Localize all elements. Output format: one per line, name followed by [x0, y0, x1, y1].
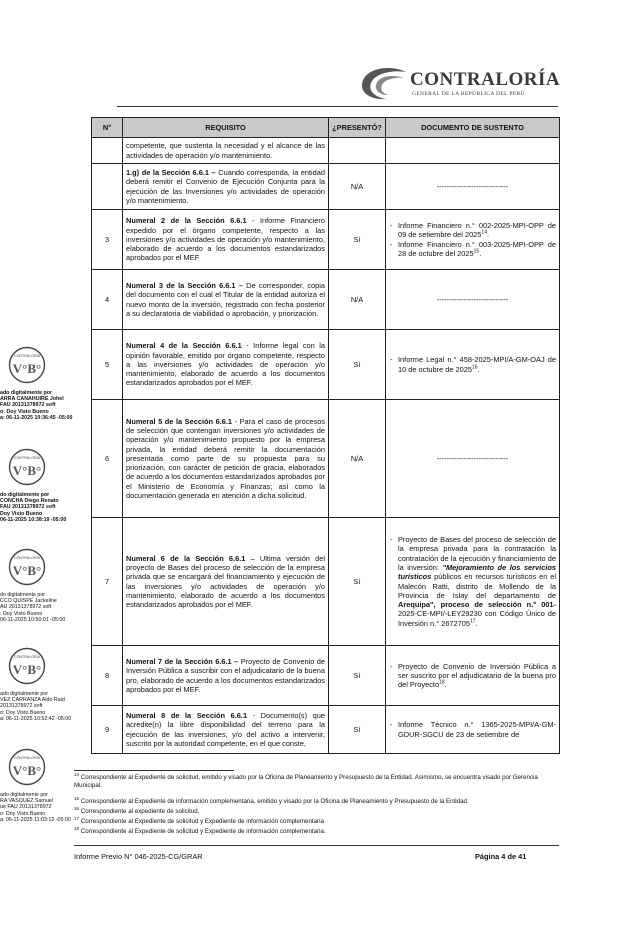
signature-text: ado digitalmente por VEZ CARRANZA Aldo Raid 20131378972 soft o: Doy Visto Bueno a: 06-11-2025 10:52:42 -05:00 [0, 691, 72, 722]
footnote: $^{18}$ Correspondiente al Expediente de solicitud y Expediente de información complementaria. [74, 825, 326, 835]
signature-stamp [0, 448, 85, 558]
requisito-ref: Numeral 6 de la Sección 6.6.1 [126, 553, 246, 563]
signature-stamp [0, 346, 85, 456]
sustento-cell [386, 518, 560, 646]
footnote: $^{16}$ Correspondiente al expediente de solicitud. [74, 805, 200, 815]
presento-value: Sí [329, 646, 386, 706]
col-header-requisito: REQUISITO [123, 118, 329, 138]
requisito-ref: Numeral 5 de la Sección 6.6.1 [126, 416, 233, 426]
signature-text: do digitalmente por CONCHA Diego Renato FAU 20131378972 soft Doy Visto Bueno 06-11-2025 10:38:19 -05:00 [0, 492, 67, 523]
presento-value: Sí [329, 518, 386, 646]
requisito-ref: Numeral 3 de la Sección 6.6.1 – [126, 280, 243, 290]
vb-seal-icon [8, 748, 46, 786]
seal-mark-text: V°B° [12, 361, 42, 376]
requirements-table [91, 117, 560, 754]
requisito-cell [123, 518, 329, 646]
page-number: Página 4 de 41 [475, 852, 527, 861]
row-number: 5 [92, 330, 123, 400]
table-row [92, 646, 560, 706]
presento-value: N/A [329, 270, 386, 330]
presento-cell [329, 138, 386, 164]
table-header-row [92, 118, 560, 138]
footnote-divider [74, 770, 234, 771]
seal-mark-text: V°B° [12, 763, 42, 778]
sustento-cell [386, 646, 560, 706]
footnote: $^{14}$ Correspondiente al Expediente de solicitud, emitido y visado por la Oficina de Planeamiento y Presupuesto de la Entidad. Asimismo, se encuentra visado por Gerencia Municipal. [74, 771, 538, 789]
table-row [92, 138, 560, 164]
presento-value: Sí [329, 330, 386, 400]
row-number: 3 [92, 210, 123, 270]
seal-mark-text: V°B° [12, 662, 42, 677]
col-header-sustento: DOCUMENTO DE SUSTENTO [386, 118, 560, 138]
requisito-text: De corresponder, copia del documento con el cual el Titular de la entidad autoriza el nuevo monto de la inversión, registrado con fecha posterior a su declaratoria de viabilidad o aprobación, y priorización. [126, 280, 326, 318]
requisito-cell [123, 400, 329, 518]
requisito-text: - Documento(s) que acredite(n) la libre disponibilidad del terreno para la ejecución de las inversiones, y/o del activo a intervenir, suscrito por la autoridad competente, en el que conste, [126, 710, 325, 748]
header-divider [117, 106, 558, 107]
requisito-cell [123, 138, 329, 164]
sustento-cell [386, 210, 560, 270]
vb-seal-icon [8, 448, 46, 486]
footnote: $^{15}$ Correspondiente al Expediente de información complementaria, emitido y visado por la Oficina de Planeamiento y Presupuesto de la Entidad. [74, 795, 469, 805]
seal-org-text: CONTRALORÍA [14, 354, 40, 358]
col-header-presento: ¿PRESENTÓ? [329, 118, 386, 138]
vb-seal-icon [8, 346, 46, 384]
requisito-text: - Informe Financiero expedido por el órgano competente, respecto a las inversiones y/o actividades de operación y/o mantenimiento, elaborado de acuerdo a los documentos estandarizados aprobados por el MEF [126, 216, 325, 263]
signature-stamp [0, 647, 85, 757]
requisito-ref: 1.g) de la Sección 6.6.1 – [126, 167, 216, 177]
requisito-cell [123, 164, 329, 210]
requisito-ref: Numeral 8 de la Sección 6.6.1 [126, 710, 248, 720]
requisito-text: - Informe legal con la opinión favorable, emitido por órgano competente, respecto a las inversiones y/o actividades de operación y/o mantenimiento, elaborado de acuerdo a los documentos estandarizados aprobados por el MEF. [126, 341, 325, 388]
seal-org-text: CONTRALORÍA [14, 456, 40, 460]
vb-seal-icon [8, 548, 46, 586]
sustento-dashes: ----------------------------- [386, 400, 560, 518]
sustento-item: - Proyecto de Convenio de Inversión Pública a ser suscrito por el adjudicatario de la buena pro del Proyecto$^{18}$. [389, 662, 556, 690]
requisito-text: - Para el caso de procesos de selección que contengan inversiones y/o actividades de operación y/o mantenimiento propuesto por la empresa privada, la entidad deberá remitir la documentación presentada como parte de su propuesta para su priorización, con carácter de petición de gracia, elaborados de acuerdo a los documentos estandarizados aprobados por el Ministerio de Economía y Finanzas; así como la documentación generada en atención a dicha solicitud. [126, 416, 325, 501]
seal-mark-text: V°B° [12, 463, 42, 478]
signature-text: ado digitalmente por RA VASQUEZ Samuel ue FAU 20131378972 o: Doy Visto Bueno a: 06-11-2025 11:03:12 -05:00 [0, 792, 71, 823]
presento-value: Sí [329, 210, 386, 270]
requisito-cell [123, 646, 329, 706]
signature-stamp [0, 548, 85, 658]
requisito-cell [123, 270, 329, 330]
table-row [92, 330, 560, 400]
org-subtitle: GENERAL DE LA REPÚBLICA DEL PERÚ [412, 91, 525, 97]
sustento-item: - Informe Técnico n.° 1365-2025-MPI/A-GM-GDUR-SGCU de 23 de setiembre de [389, 720, 556, 739]
table-row [92, 518, 560, 646]
row-number: 9 [92, 706, 123, 754]
requisito-text: Cuando corresponda, la entidad deberá remitir el Convenio de Ejecución Conjunta para la ejecución de las Inversiones y/o actividades de operación y/o mantenimiento. [126, 167, 325, 205]
table-row [92, 270, 560, 330]
row-number: 8 [92, 646, 123, 706]
row-number [92, 164, 123, 210]
sustento-item: - Informe Financiero n.° 002-2025-MPI-OPP de 09 de setiembre del 2025$^{14}$. [389, 221, 556, 240]
requisito-cell [123, 706, 329, 754]
requisito-ref: Numeral 7 de la Sección 6.6.1 – [126, 656, 239, 666]
requisito-ref: Numeral 2 de la Sección 6.6.1 [126, 216, 247, 226]
row-number: 6 [92, 400, 123, 518]
requisito-text: – Ultima versión del proyecto de Bases del proceso de selección de la empresa privada que se encargará del financiamiento y ejecución de las inversiones y/o actividades de operación y/o mantenimiento, elaborado de acuerdo a los documentos estandarizados aprobados por el MEF. [126, 553, 326, 610]
seal-mark-text: V°B° [12, 563, 42, 578]
table-row [92, 210, 560, 270]
requisito-text: Proyecto de Convenio de Inversión Pública a suscribir con el adjudicatario de la buena pro, elaborado de acuerdo a los documentos estandarizados aprobados por el MEF. [126, 656, 326, 694]
seal-org-text: CONTRALORÍA [14, 556, 40, 560]
presento-value: N/A [329, 400, 386, 518]
seal-org-text: CONTRALORÍA [14, 756, 40, 760]
sustento-dashes: ----------------------------- [386, 164, 560, 210]
report-reference: Informe Previo N° 046-2025-CG/GRAR [74, 852, 203, 861]
seal-org-text: CONTRALORÍA [14, 655, 40, 659]
table-row [92, 164, 560, 210]
requisito-ref: Numeral 4 de la Sección 6.6.1 [126, 341, 242, 351]
sustento-item: - Informe Legal n.° 458-2025-MPI/A-GM-OAJ de 10 de octubre de 2025$^{16}$. [389, 355, 556, 374]
sustento-item: - Informe Financiero n.° 003-2025-MPI-OPP de 28 de octubre del 2025$^{15}$. [389, 240, 556, 259]
col-header-number: N° [92, 118, 123, 138]
table-row [92, 400, 560, 518]
org-name: CONTRALORÍA [410, 69, 561, 90]
presento-value: N/A [329, 164, 386, 210]
vb-seal-icon [8, 647, 46, 685]
presento-value: Sí [329, 706, 386, 754]
sustento-cell [386, 706, 560, 754]
requisito-cell [123, 210, 329, 270]
sustento-dashes: ----------------------------- [386, 270, 560, 330]
table-row [92, 706, 560, 754]
row-number: 7 [92, 518, 123, 646]
requisito-cell [123, 330, 329, 400]
row-number: 4 [92, 270, 123, 330]
sustento-cell [386, 330, 560, 400]
footnote: $^{17}$ Correspondiente al Expediente de solicitud y Expediente de información complementaria [74, 815, 324, 825]
sustento-item: - Proyecto de Bases del proceso de selección de la empresa privada para la contratación la contratación de la ejecución y financiamiento de la inversión: "Mejoramiento de los servicios turísticos públicos en recursos turísticos en el Malecón Ratti, distrito de Mollendo de la Provincia de Islay del departamento de Arequipa", proceso de selección n.° 001-2025-CE-MPI/-LEY29230 con Código Único de Inversión n.° 2672705$^{17}$. [389, 535, 556, 628]
signature-stamp [0, 748, 85, 843]
signature-text: ado digitalmente por ARRA CANAHUIRE Johel FAU 20131378972 soft o: Doy Visto Bueno a: 06-11-2025 10:36:45 -05:00 [0, 390, 73, 421]
footer-divider [74, 845, 559, 846]
requisito-text: competente, que sustenta la necesidad y el alcance de las actividades de operación y/o mantenimiento. [126, 141, 325, 160]
sustento-cell [386, 138, 560, 164]
contraloria-swoosh-icon [360, 66, 408, 102]
signature-text: do digitalmente por CCO QUISPE Jackeline AU 20131378972 soft : Doy Visto Bueno 06-11-2025 10:50:01 -05:00 [0, 592, 66, 623]
row-number [92, 138, 123, 164]
contraloria-logo [360, 66, 560, 102]
